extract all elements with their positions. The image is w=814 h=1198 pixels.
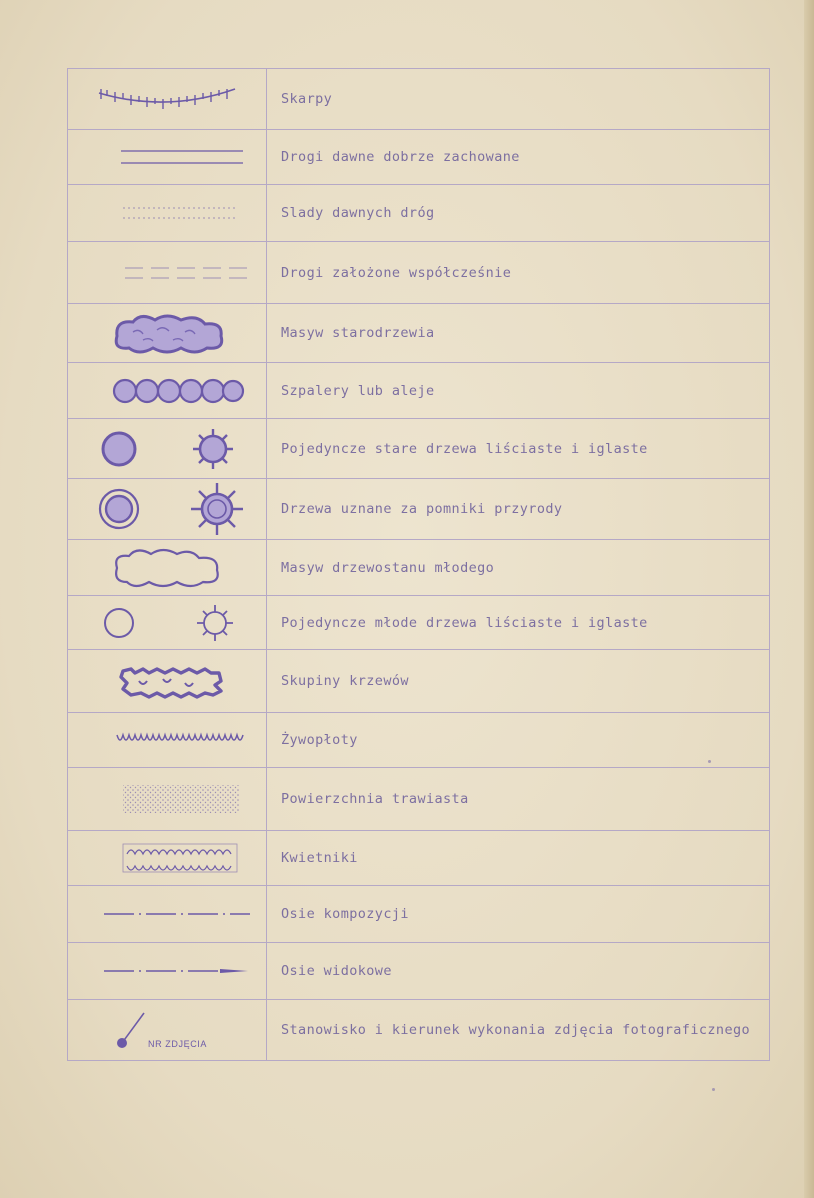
legend-label: Powierzchnia trawiasta (267, 768, 770, 831)
photo-point-symbol (68, 1000, 267, 1061)
hedge-wave-symbol (68, 713, 267, 768)
arrow-line-symbol (68, 943, 267, 1000)
legend-label: Drzewa uznane za pomniki przyrody (267, 479, 770, 540)
monument-tree-pair-symbol (68, 479, 267, 540)
legend-row (68, 130, 770, 185)
legend-row (68, 650, 770, 713)
dashed-double-line-symbol (68, 242, 267, 304)
photo-number-text: NR ZDJĘCIA (148, 1039, 208, 1049)
legend-row (68, 596, 770, 650)
ink-speck (708, 760, 711, 763)
legend-label: Osie kompozycji (267, 886, 770, 943)
legend-row (68, 363, 770, 419)
legend-label: Stanowisko i kierunek wykonania zdjęcia fotograficznego (267, 1000, 770, 1061)
legend-row (68, 831, 770, 886)
legend-row (68, 304, 770, 363)
legend-row (68, 768, 770, 831)
legend-label: Drogi dawne dobrze zachowane (267, 130, 770, 185)
legend-label: Masyw drzewostanu młodego (267, 540, 770, 596)
young-tree-pair-symbol (68, 596, 267, 650)
legend-row (68, 185, 770, 242)
legend-label: Skarpy (267, 69, 770, 130)
legend-row (68, 713, 770, 768)
legend-label: Masyw starodrzewia (267, 304, 770, 363)
legend-label: Pojedyncze młode drzewa liściaste i iglaste (267, 596, 770, 650)
legend-row (68, 943, 770, 1000)
circle-chain-symbol (68, 363, 267, 419)
outline-cloud-symbol (68, 540, 267, 596)
paper-edge (804, 0, 814, 1198)
shrub-group-symbol (68, 650, 267, 713)
legend-label: Pojedyncze stare drzewa liściaste i iglaste (267, 419, 770, 479)
dotted-double-line-symbol (68, 185, 267, 242)
dense-cloud-symbol (68, 304, 267, 363)
legend-label: Skupiny krzewów (267, 650, 770, 713)
legend-label: Slady dawnych dróg (267, 185, 770, 242)
legend-row (68, 479, 770, 540)
legend-label: Szpalery lub aleje (267, 363, 770, 419)
legend-label: Drogi założone współcześnie (267, 242, 770, 304)
legend-label: Osie widokowe (267, 943, 770, 1000)
escarpment-symbol (68, 69, 267, 130)
flowerbed-symbol (68, 831, 267, 886)
legend-row (68, 1000, 770, 1061)
legend-row (68, 242, 770, 304)
legend-row (68, 419, 770, 479)
legend-label: Żywopłoty (267, 713, 770, 768)
ink-speck (712, 1088, 715, 1091)
stippled-rect-symbol (68, 768, 267, 831)
dash-dot-line-symbol (68, 886, 267, 943)
legend-row (68, 540, 770, 596)
legend-table (67, 68, 770, 1061)
double-line-symbol (68, 130, 267, 185)
legend-row (68, 69, 770, 130)
legend-label: Kwietniki (267, 831, 770, 886)
legend-row (68, 886, 770, 943)
old-tree-pair-symbol (68, 419, 267, 479)
